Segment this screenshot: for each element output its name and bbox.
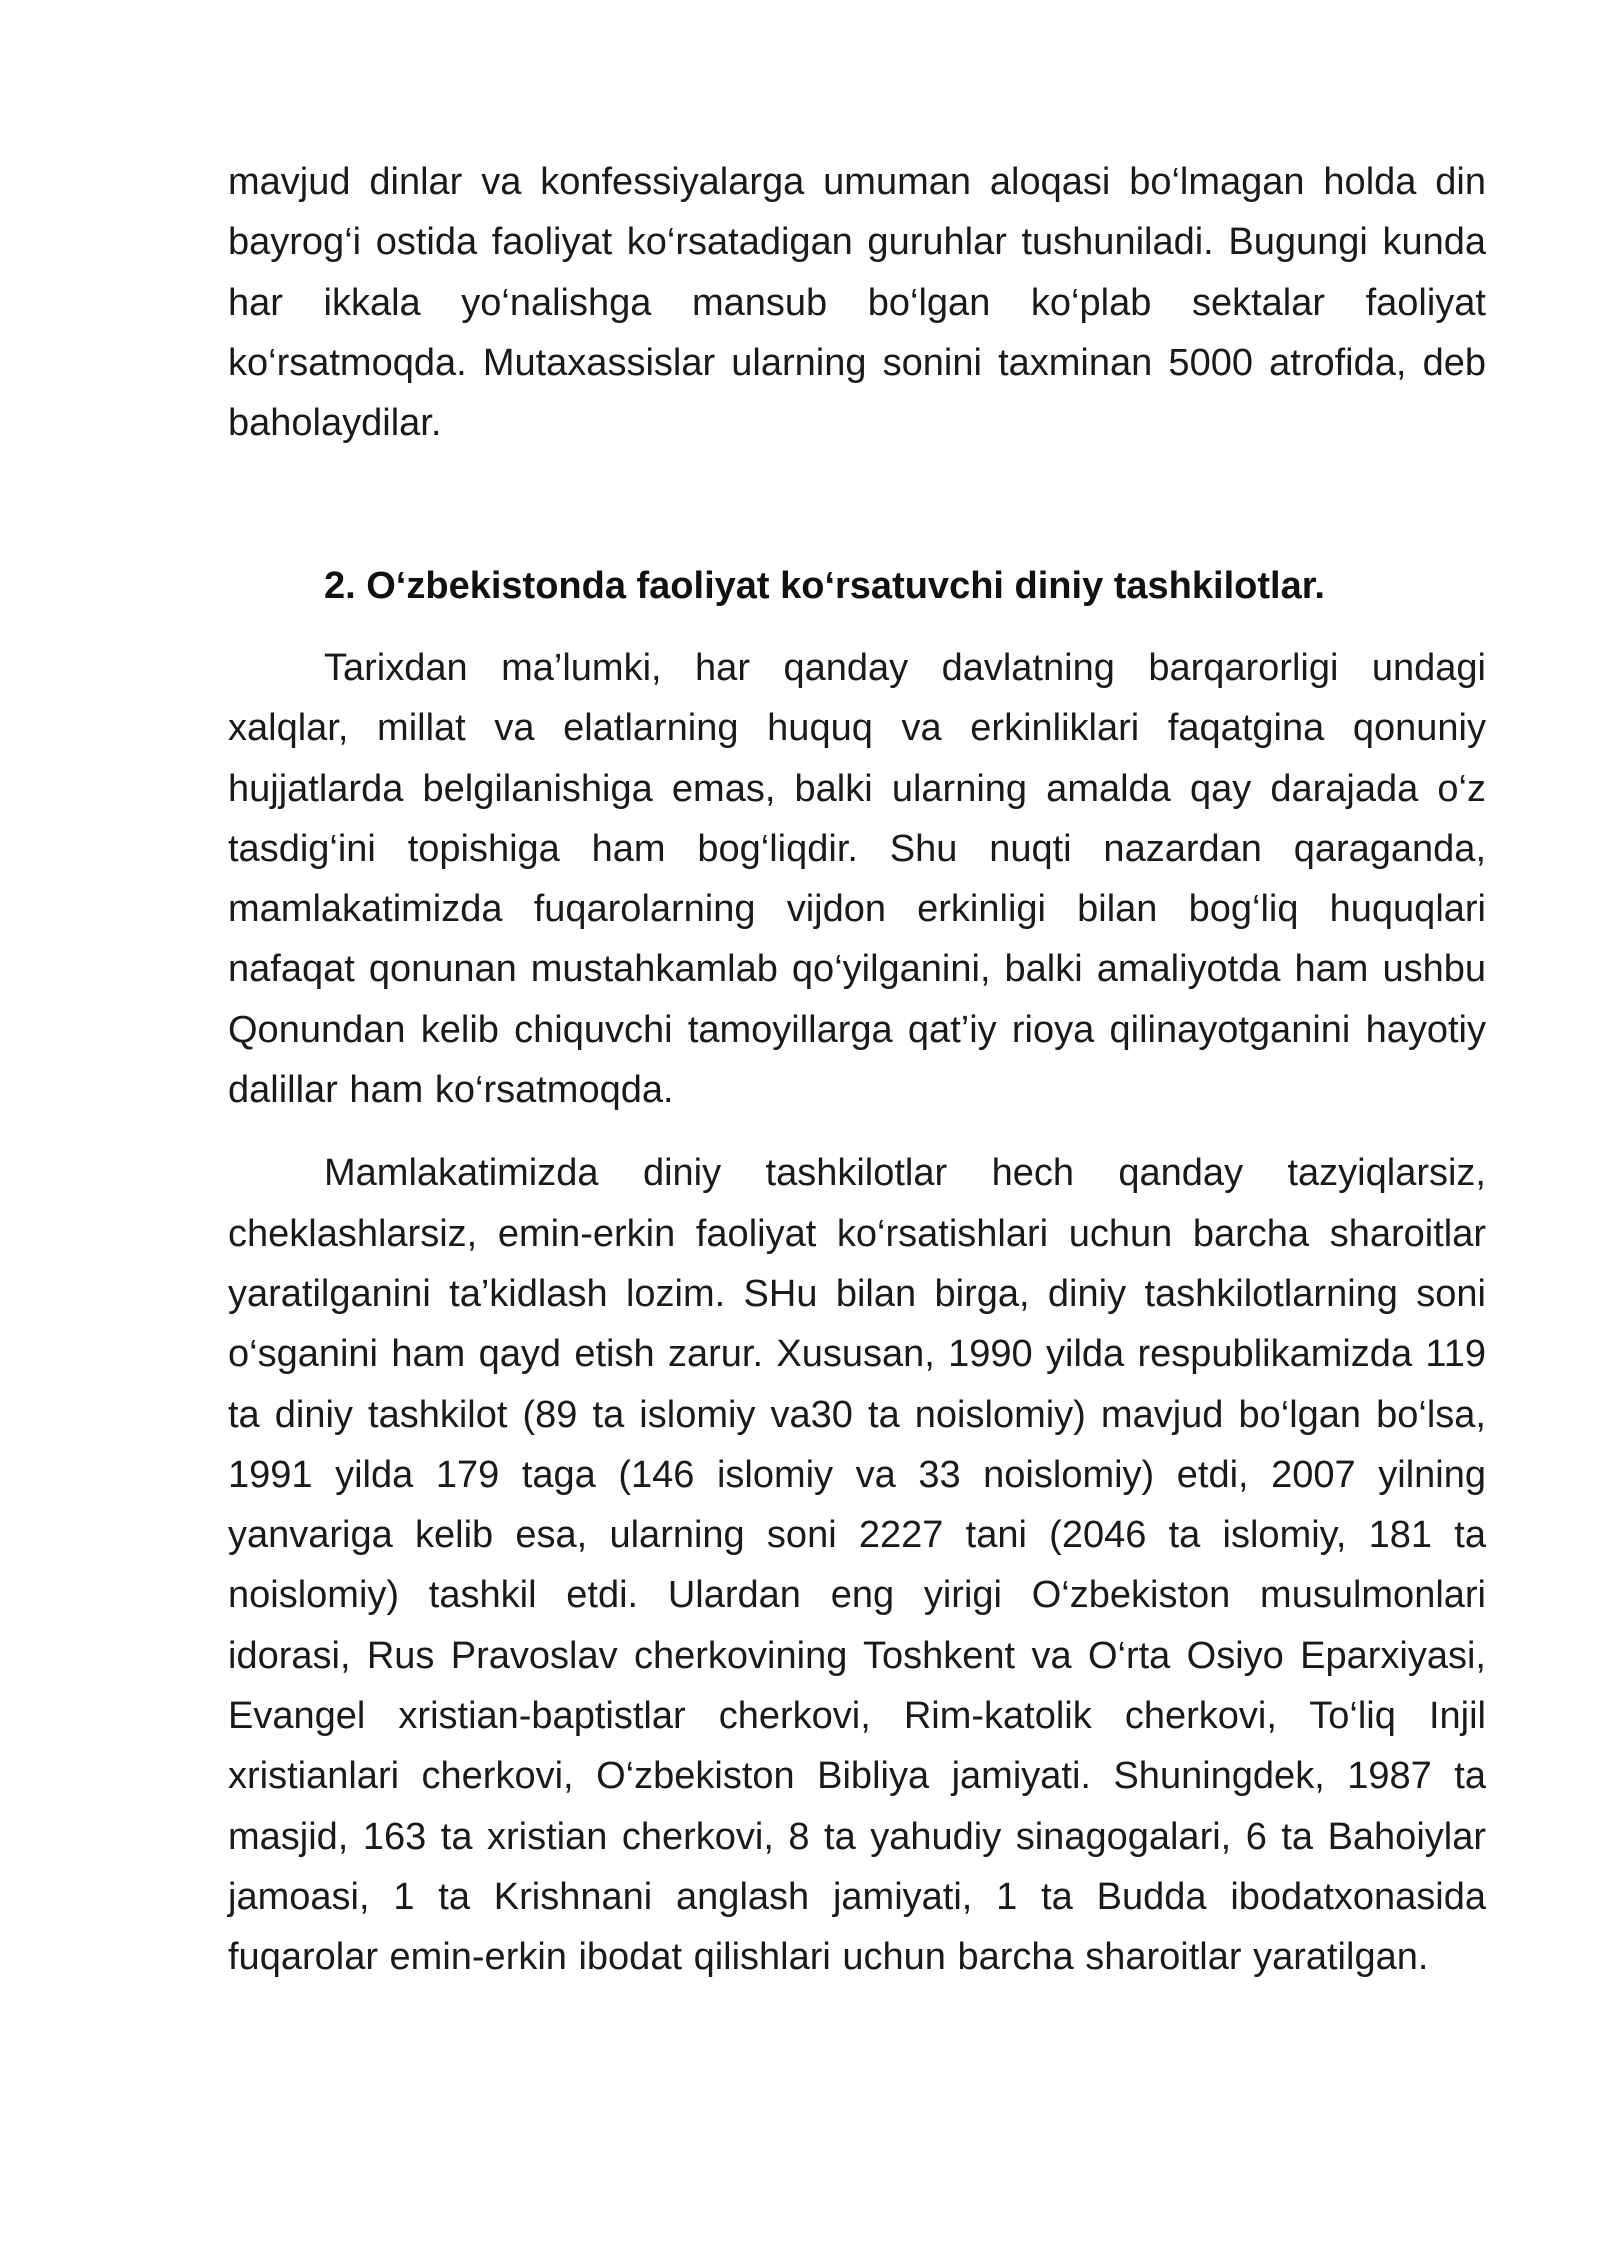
intro-paragraph: mavjud dinlar va konfessiyalarga umuman aloqasi bo‘lmagan holda din bayrog‘i ostida faoliyat ko‘rsatadigan guruhlar tushuniladi. Bugungi kunda har ikkala yo‘nalishga mansub bo‘lgan ko‘plab sektalar faoliyat ko‘rsatmoqda. Mutaxassislar ularning sonini taxminan 5000 atrofida, deb baholaydilar.	[228, 161, 1486, 445]
body-paragraph: Tarixdan ma’lumki, har qanday davlatning barqarorligi undagi xalqlar, millat va elatlarning huquq va erkinliklari faqatgina qonuniy hujjatlarda belgilanishiga emas, balki ularning amalda qay darajada o‘z tasdig‘ini topishiga ham bog‘liqdir. Shu nuqti nazardan qaraganda, mamlakatimizda fuqarolarning vijdon erkinligi bilan bog‘liq huquqlari nafaqat qonunan mustahkamlab qo‘yilganini, balki amaliyotda ham ushbu Qonundan kelib chiquvchi tamoyillarga qat’iy rioya qilinayotganini hayotiy dalillar ham ko‘rsatmoqda.	[228, 647, 1486, 1112]
section-heading: 2. O‘zbekistonda faoliyat ko‘rsatuvchi diniy tashkilotlar.	[324, 565, 1325, 607]
intro-text-block	[228, 152, 1486, 453]
body-text-block	[228, 638, 1486, 1988]
body-paragraph: Mamlakatimizda diniy tashkilotlar hech qanday tazyiqlarsiz, cheklashlarsiz, emin-erkin faoliyat ko‘rsatishlari uchun barcha sharoitlar yaratilganini ta’kidlash lozim. SHu bilan birga, diniy tashkilotlarning soni o‘sganini ham qayd etish zarur. Xususan, 1990 yilda respublikamizda 119 ta diniy tashkilot (89 ta islomiy va30 ta noislomiy) mavjud bo‘lgan bo‘lsa, 1991 yilda 179 taga (146 islomiy va 33 noislomiy) etdi, 2007 yilning yanvariga kelib esa, ularning soni 2227 tani (2046 ta islomiy, 181 ta noislomiy) tashkil etdi. Ulardan eng yirigi O‘zbekiston musulmonlari idorasi, Rus Pravoslav cherkovining Toshkent va O‘rta Osiyo Eparxiyasi, Evangel xristian-baptistlar cherkovi, Rim-katolik cherkovi, To‘liq Injil xristianlari cherkovi, O‘zbekiston Bibliya jamiyati. Shuningdek, 1987 ta masjid, 163 ta xristian cherkovi, 8 ta yahudiy sinagogalari, 6 ta Bahoiylar jamoasi, 1 ta Krishnani anglash jamiyati, 1 ta Budda ibodatxonasida fuqarolar emin-erkin ibodat qilishlari uchun barcha sharoitlar yaratilgan.	[228, 1152, 1486, 1979]
